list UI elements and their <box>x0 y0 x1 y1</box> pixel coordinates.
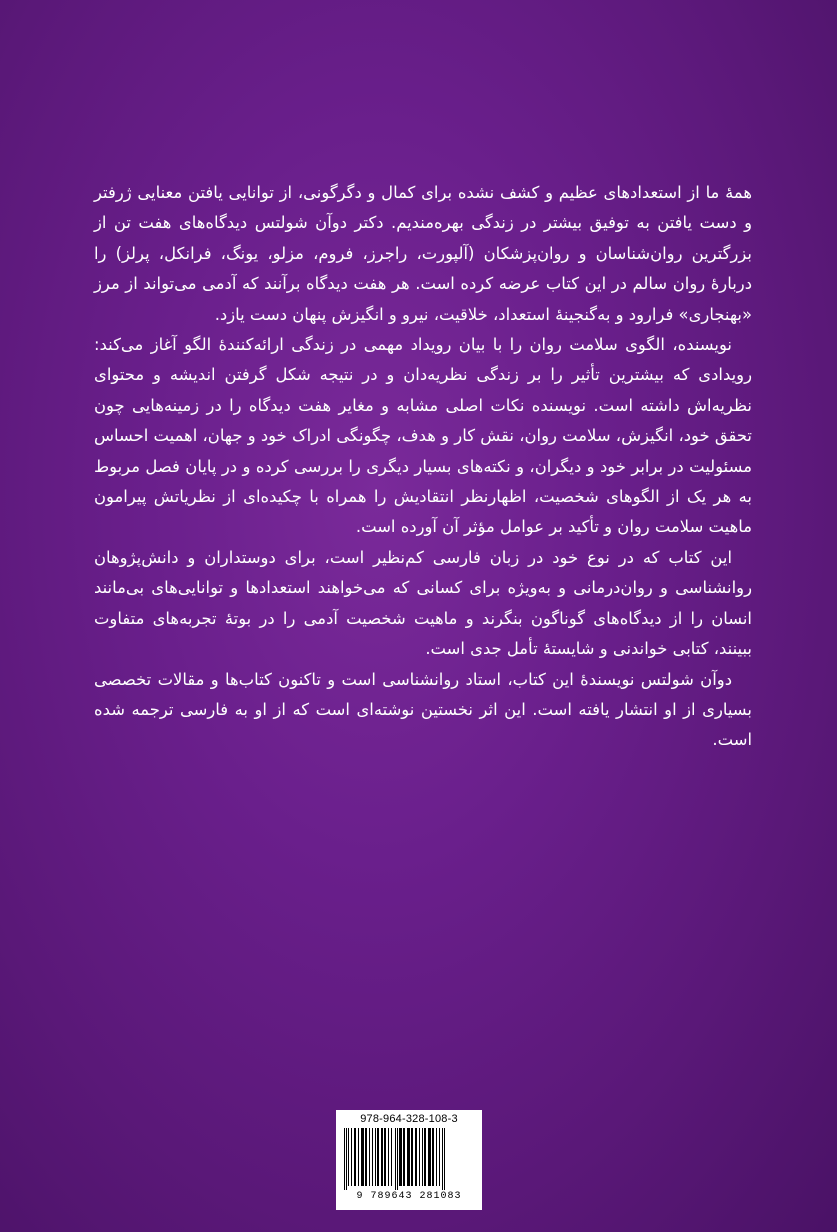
barcode-bar <box>346 1128 347 1190</box>
isbn-label: 978-964-328-108-3 <box>360 1113 458 1125</box>
blurb-paragraph-2: نویسنده، الگوی سلامت روان را با بیان رویداد مهمی در زندگی ارائه‌کنندهٔ الگو آغاز می‌کند: رویدادی که بیشترین تأثیر را بر زندگی نظریه‌دان و در نتیجه شکل گرفتن اندیشه و محتوای نظریه‌اش داشته است. نویسنده نکات اصلی مشابه و مغایر هفت دیدگاه را در زمینه‌هایی چون تحقق خود، انگیزش، سلامت روان، نقش کار و هدف، چگونگی ادراک خود و جهان، اهمیت احساس مسئولیت در برابر خود و دیگران، و نکته‌های بسیار دیگری را بررسی کرده و در پایان فصل مربوط به هر یک از الگوهای شخصیت، اظهارنظر انتقادیش را همراه با چکیده‌ای از نظریاتش پیرامون ماهیت سلامت روان و تأکید بر عوامل مؤثر آن آورده است. <box>94 335 752 537</box>
barcode-bar <box>344 1128 345 1190</box>
barcode-bar <box>419 1128 420 1186</box>
barcode-bar <box>361 1128 364 1186</box>
barcode-bar <box>439 1128 440 1186</box>
barcode-bar <box>384 1128 386 1186</box>
barcode-bar <box>365 1128 367 1186</box>
barcode-bar <box>377 1128 379 1186</box>
barcode-bar <box>395 1128 396 1190</box>
barcode-bar <box>348 1128 349 1186</box>
isbn-barcode <box>336 1110 482 1210</box>
barcode-bar <box>369 1128 370 1186</box>
blurb-paragraph-4: دوآن شولتس نویسندهٔ این کتاب، استاد روانشناسی است و تاکنون کتاب‌ها و مقالات تخصصی بسیاری از او انتشار یافته است. این اثر نخستین نوشته‌ای است که از او به فارسی ترجمه شده است. <box>94 669 752 750</box>
blurb-paragraph-3: این کتاب که در نوع خود در زبان فارسی کم‌نظیر است، برای دوستداران و دانش‌پژوهان روانشناسی و روان‌درمانی و به‌ویژه برای کسانی که می‌خواهند استعدادها و توانایی‌های بی‌مانند انسان را از دیدگاه‌های گوناگون بنگرند و ماهیت شخصیت آدمی را در بوتهٔ تجربه‌های متفاوت ببینند، کتابی خواندنی و شایستهٔ تأمل جدی است. <box>94 547 752 659</box>
barcode-digits: 9 789643 281083 <box>356 1191 462 1202</box>
barcode-bar <box>372 1128 373 1186</box>
blurb-paragraph-1: همهٔ ما از استعدادهای عظیم و کشف نشده برای کمال و دگرگونی، از توانایی یافتن معنایی ژرفتر و دست یافتن به توفیق بیشتر در زندگی بهره‌مندیم. دکتر دوآن شولتس دیدگاه‌های هفت تن از بزرگترین روان‌شناسان و روان‌پزشکان (آلپورت، راجرز، فروم، مزلو، یونگ، فرانکل، پرلز) را دربارهٔ روان سالم در این کتاب عرضه کرده است. هر هفت دیدگاه برآنند که آدمی می‌تواند از مرز «بهنجاری» فرارود و به‌گنجینهٔ استعداد، خلاقیت، نیرو و انگیزش پنهان دست یازد. <box>94 183 752 324</box>
barcode-bar <box>375 1128 376 1186</box>
barcode-bar <box>422 1128 423 1186</box>
blurb-text <box>94 178 752 756</box>
barcode-bar <box>388 1128 389 1186</box>
barcode-bar <box>436 1128 437 1186</box>
barcode-bar <box>397 1128 398 1190</box>
barcode-bar <box>399 1128 402 1186</box>
barcode-bar <box>391 1128 392 1186</box>
barcode-bar <box>407 1128 410 1186</box>
barcode-bars <box>342 1128 476 1190</box>
barcode-bar <box>381 1128 383 1186</box>
barcode-bar <box>351 1128 352 1186</box>
barcode-bar <box>403 1128 405 1186</box>
barcode-bar <box>428 1128 431 1186</box>
barcode-bar <box>424 1128 426 1186</box>
barcode-bar <box>415 1128 417 1186</box>
barcode-bar <box>354 1128 356 1186</box>
barcode-bar <box>358 1128 359 1186</box>
barcode-bar <box>442 1128 443 1190</box>
barcode-bar <box>444 1128 445 1190</box>
barcode-bar <box>411 1128 413 1186</box>
barcode-bar <box>432 1128 434 1186</box>
